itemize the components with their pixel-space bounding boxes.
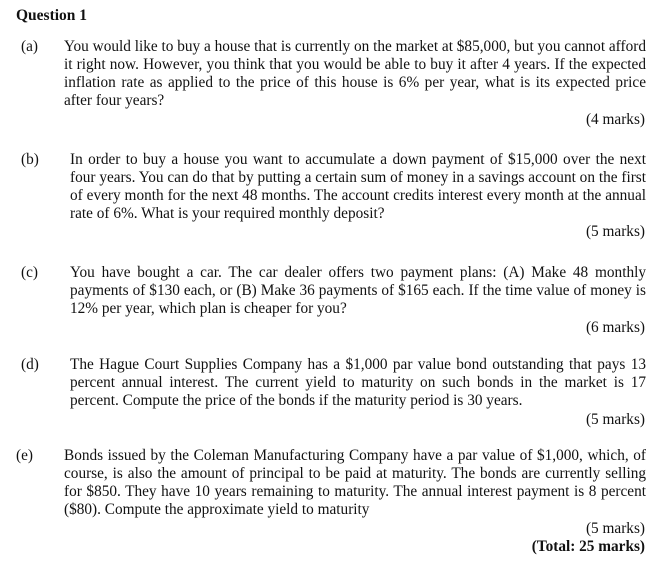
part-d-label: (d) bbox=[21, 356, 39, 373]
part-d-marks: (5 marks) bbox=[585, 411, 645, 428]
part-c-label: (c) bbox=[21, 264, 38, 281]
part-a-label: (a) bbox=[21, 38, 38, 55]
total-marks: (Total: 25 marks) bbox=[531, 538, 645, 555]
part-d-text: The Hague Court Supplies Company has a $1,000 par value bond outstanding that pays 13 percent annual interest. The current yield to maturity on such bonds in the market is 17 percent. Compute the price of the bonds if the maturity period is 30 years. bbox=[70, 356, 646, 409]
part-c-marks: (6 marks) bbox=[585, 319, 645, 336]
part-b-marks: (5 marks) bbox=[585, 223, 645, 240]
part-e-label: (e) bbox=[16, 447, 33, 464]
question-title: Question 1 bbox=[16, 7, 88, 24]
part-b-text: In order to buy a house you want to accumulate a down payment of $15,000 over the next four years. You can do that by putting a certain sum of money in a savings account on the first of every month for the next 48 months. The account credits interest every month at the annual rate of 6%. What is your required monthly deposit? bbox=[70, 151, 646, 222]
part-b-label: (b) bbox=[21, 151, 39, 168]
part-e-text: Bonds issued by the Coleman Manufacturing Company have a par value of $1,000, which, of course, is also the amount of principal to be paid at maturity. The bonds are currently selling for $850. They have 10 years remaining to maturity. The annual interest payment is 8 percent ($80). Compute the approximate yield to maturity bbox=[64, 447, 646, 518]
part-c-text: You have bought a car. The car dealer offers two payment plans: (A) Make 48 monthly payments of $130 each, or (B) Make 36 payments of $165 each. If the time value of money is 12% per year, which plan is cheaper for you? bbox=[70, 264, 646, 317]
part-e-marks: (5 marks) bbox=[585, 520, 645, 537]
part-a-marks: (4 marks) bbox=[585, 111, 645, 128]
part-a-text: You would like to buy a house that is currently on the market at $85,000, but you cannot afford it right now. However, you think that you would be able to buy it after 4 years. If the expected inflation rate as applied to the price of this house is 6% per year, what is its expected price after four years? bbox=[64, 38, 646, 109]
